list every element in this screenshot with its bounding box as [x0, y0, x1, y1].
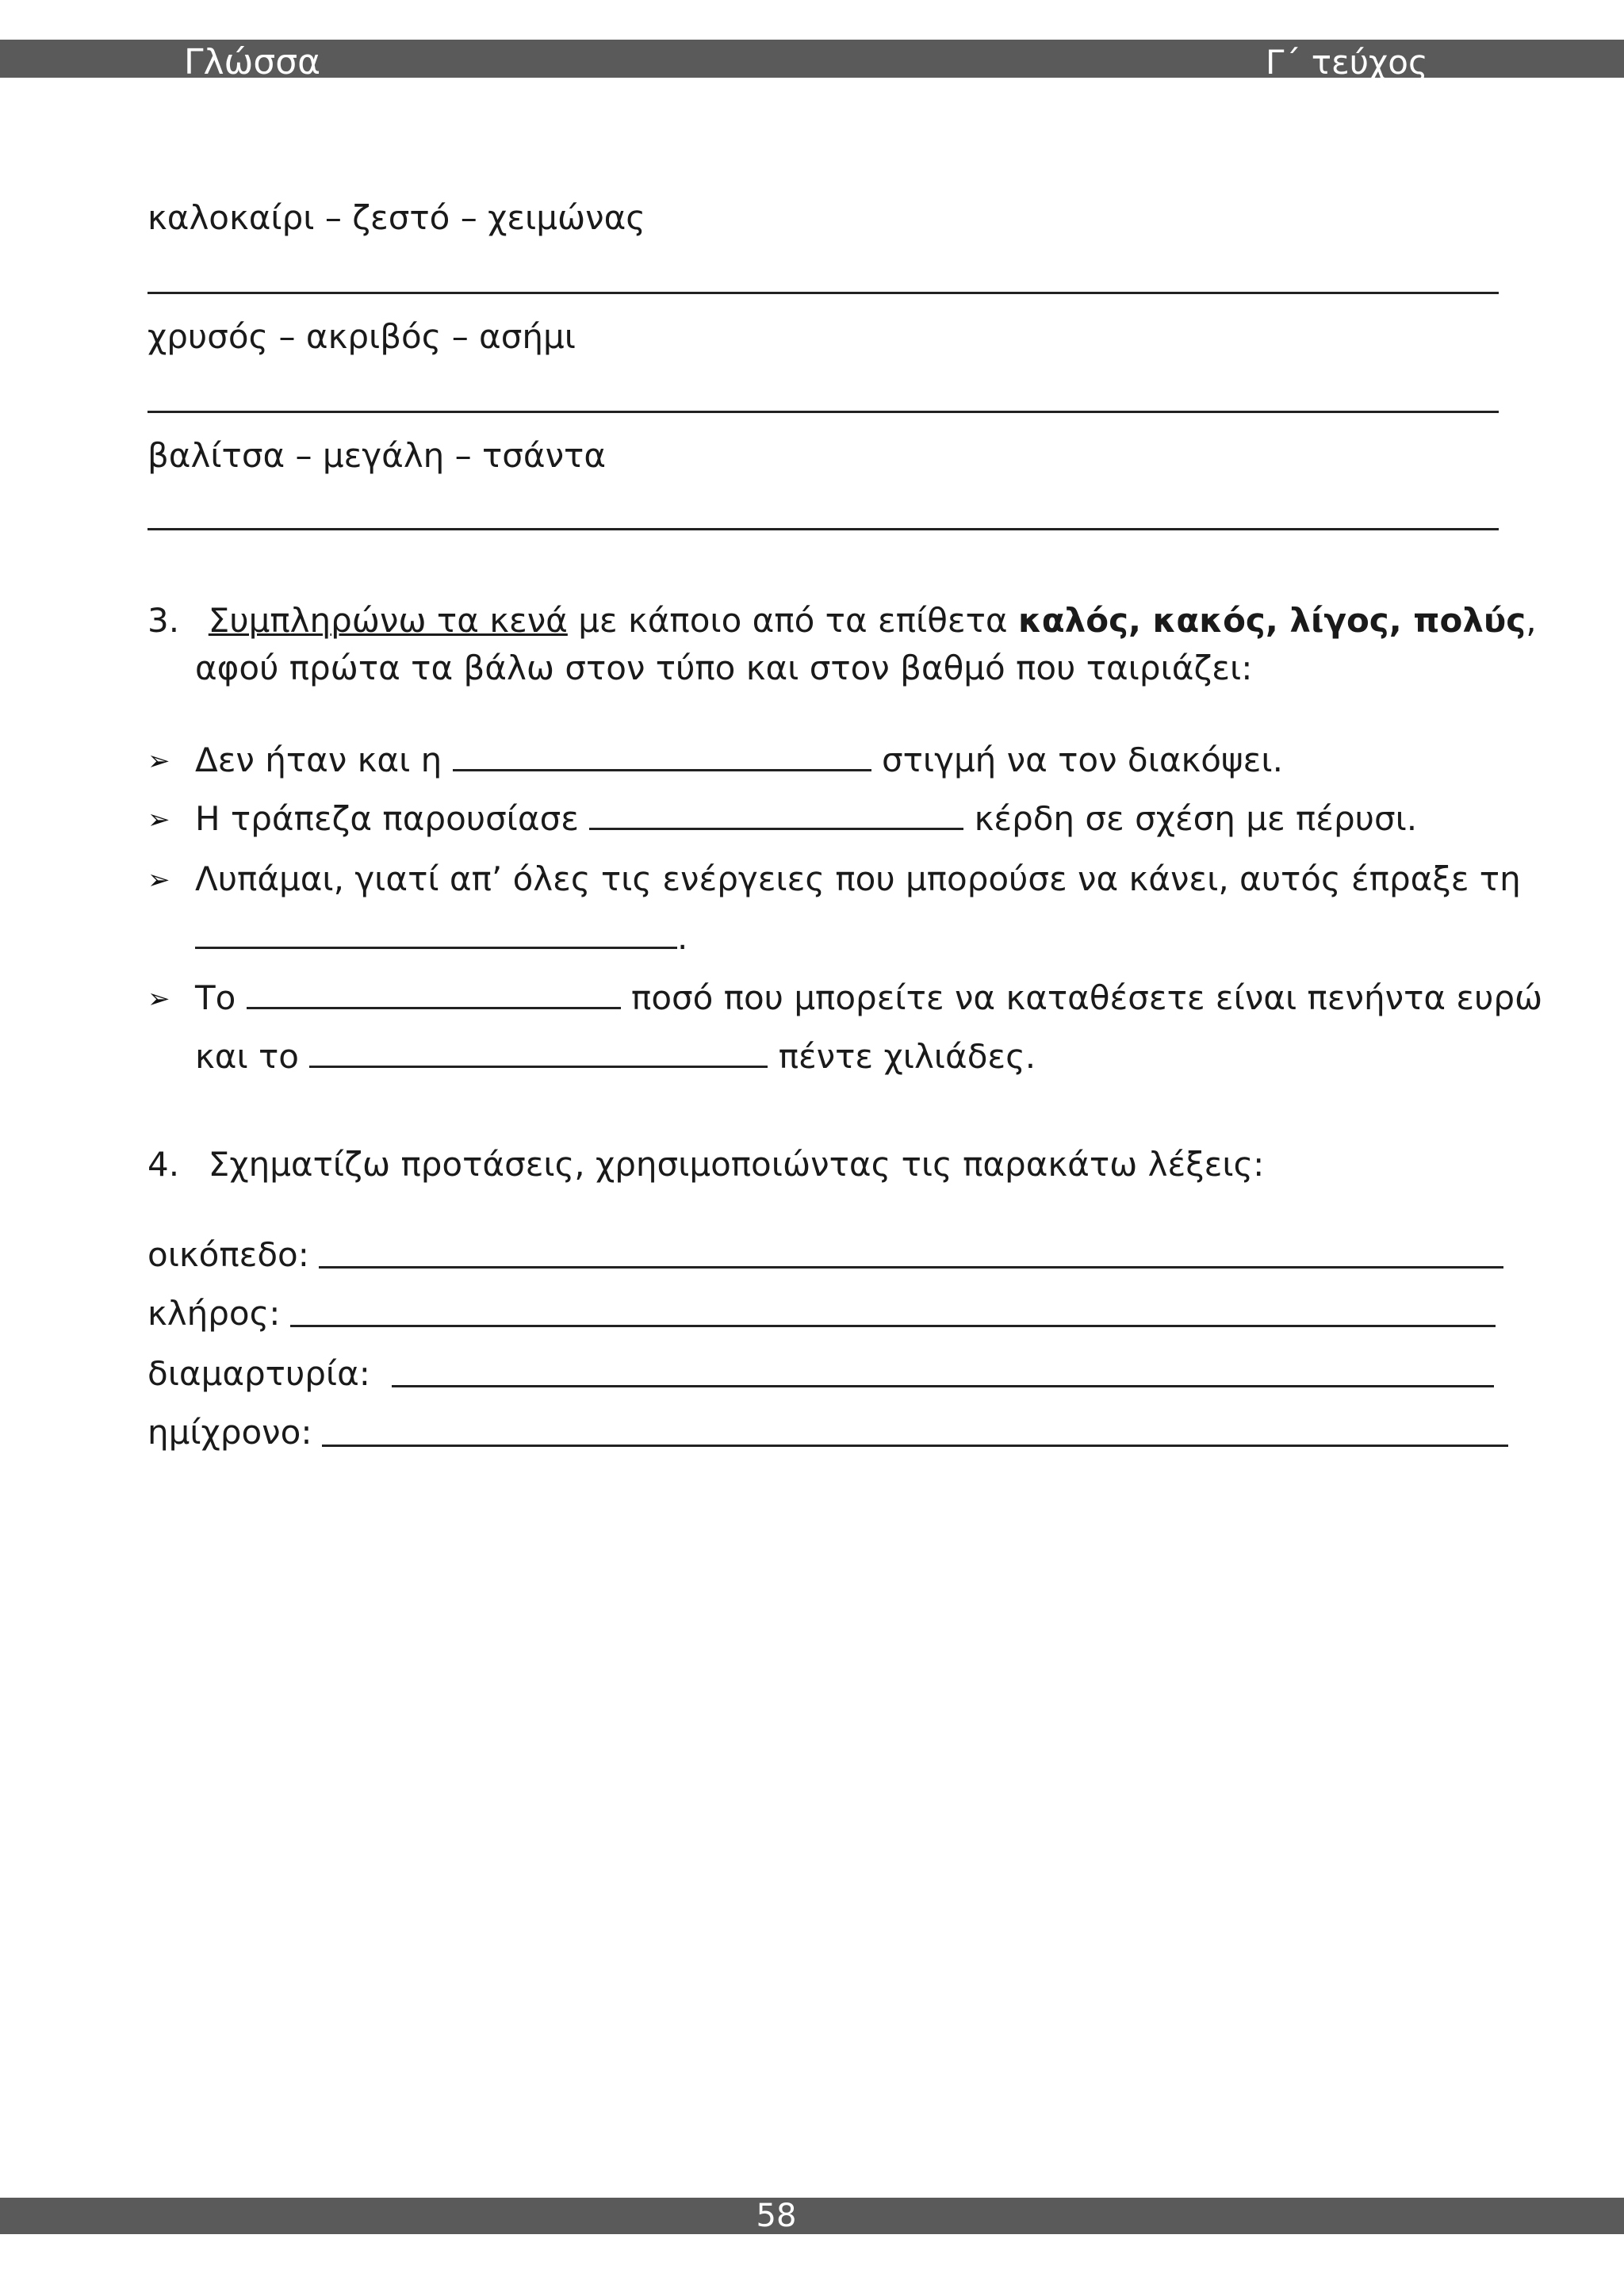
- exercise3-sentence-1: [195, 740, 1283, 779]
- issue-label: Γ΄ τεύχος: [1266, 43, 1428, 82]
- word-row: [147, 1413, 312, 1452]
- sentence-1-blank[interactable]: [453, 742, 871, 771]
- exercise3-heading: [147, 601, 1537, 640]
- word-row: [147, 1235, 309, 1274]
- word-answer-line[interactable]: [319, 1266, 1503, 1269]
- word-label: διαμαρτυρία:: [147, 1354, 370, 1393]
- exercise3-instruction-middle: με κάποιο από τα επίθετα: [567, 601, 1018, 640]
- header-bar: [0, 40, 1624, 82]
- exercise3-sentence-3-line1: Λυπάμαι, γιατί απ’ όλες τις ενέργειες που μπορούσε να κάνει, αυτός έπραξε τη: [195, 859, 1521, 898]
- subject-title: Γλώσσα: [184, 42, 321, 82]
- exercise3-sentence-4-line2: [195, 1037, 1036, 1076]
- exercise3-sentence-2: [195, 799, 1417, 838]
- exercise3-instruction-line2: αφού πρώτα τα βάλω στον τύπο και στον βαθμό που ταιριάζει:: [195, 649, 1253, 687]
- word-answer-line[interactable]: [322, 1445, 1508, 1447]
- page-number: 58: [756, 2198, 797, 2234]
- word-row: [147, 1294, 280, 1333]
- exercise3-adjectives: καλός, κακός, λίγος, πολύς: [1017, 601, 1526, 640]
- word-label: οικόπεδο:: [147, 1235, 309, 1274]
- word-answer-line[interactable]: [290, 1325, 1496, 1327]
- sentence-4-line2-after: πέντε χιλιάδες.: [768, 1037, 1036, 1076]
- exercise3-number: 3.: [147, 601, 180, 640]
- sentence-3-blank[interactable]: [195, 920, 677, 949]
- exercise4-number: 4.: [147, 1145, 180, 1184]
- sentence-3-end: .: [677, 918, 688, 957]
- exercise3-instruction-end: ,: [1526, 601, 1537, 640]
- sentence-4-line2-before: και το: [195, 1037, 310, 1076]
- word-answer-line[interactable]: [392, 1385, 1494, 1387]
- answer-line-3[interactable]: [147, 528, 1499, 530]
- bullet-arrow-icon: ➢: [147, 864, 170, 896]
- exercise3-sentence-3-line2: [195, 918, 688, 957]
- sentence-4-after: ποσό που μπορείτε να καταθέσετε είναι πενήντα ευρώ: [620, 978, 1543, 1017]
- exercise4-instruction: Σχηματίζω προτάσεις, χρησιμοποιώντας τις παρακάτω λέξεις:: [208, 1145, 1265, 1184]
- sentence-4-blank-1[interactable]: [247, 980, 621, 1009]
- exercise3-instruction-underlined: Συμπληρώνω τα κενά: [208, 601, 568, 640]
- exercise2-prompt-3: βαλίτσα – μεγάλη – τσάντα: [147, 436, 607, 475]
- word-row: [147, 1354, 370, 1393]
- sentence-2-before: Η τράπεζα παρουσίασε: [195, 799, 590, 838]
- exercise3-sentence-4-line1: [195, 978, 1542, 1017]
- sentence-4-blank-2[interactable]: [309, 1039, 768, 1068]
- exercise2-prompt-2: χρυσός – ακριβός – ασήμι: [147, 317, 576, 356]
- exercise2-prompt-1: καλοκαίρι – ζεστό – χειμώνας: [147, 198, 645, 237]
- word-label: ημίχρονο:: [147, 1413, 312, 1452]
- answer-line-2[interactable]: [147, 411, 1499, 413]
- bullet-arrow-icon: ➢: [147, 745, 170, 777]
- sentence-4-before: Το: [195, 978, 247, 1017]
- sentence-1-after: στιγμή να τον διακόψει.: [871, 740, 1283, 779]
- sentence-2-blank[interactable]: [589, 801, 963, 830]
- footer-bar: [0, 2198, 1624, 2234]
- sentence-1-before: Δεν ήταν και η: [195, 740, 453, 779]
- exercise4-heading: [147, 1145, 1264, 1184]
- sentence-2-after: κέρδη σε σχέση με πέρυσι.: [963, 799, 1418, 838]
- bullet-arrow-icon: ➢: [147, 804, 170, 836]
- answer-line-1[interactable]: [147, 292, 1499, 294]
- bullet-arrow-icon: ➢: [147, 983, 170, 1015]
- word-label: κλήρος:: [147, 1294, 281, 1333]
